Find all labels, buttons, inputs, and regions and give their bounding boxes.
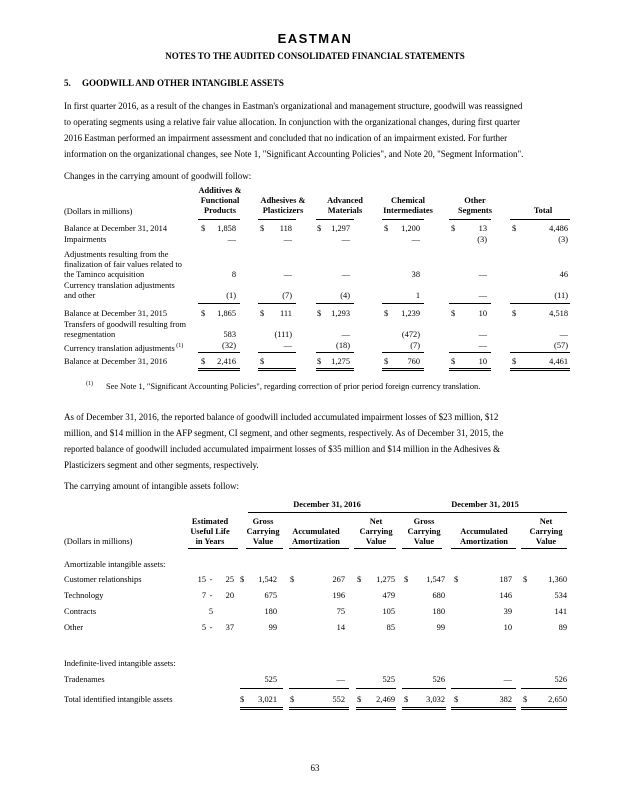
table-cell: 10 <box>478 309 487 318</box>
header-rule <box>402 548 442 549</box>
life-separator: - <box>209 575 213 584</box>
column-header-line: Amortization <box>292 537 340 546</box>
row-label: Currency translation adjustments $^{(1)}$ <box>64 343 184 353</box>
table-cell: 1,239 <box>401 309 420 318</box>
dollar-sign: $ <box>201 357 206 366</box>
footnote-mark: (1) <box>86 381 93 387</box>
dollar-sign: $ <box>260 224 265 233</box>
life-max: 37 <box>225 623 234 632</box>
column-header-line: Value <box>413 537 435 546</box>
column-header-line: Value <box>365 537 387 546</box>
row-label: Contracts <box>64 607 97 616</box>
subtotal-rule <box>510 303 570 304</box>
indefinite-label: Indefinite-lived intangible assets: <box>64 659 176 668</box>
goodwill-caption: Changes in the carrying amount of goodwill follow: <box>64 171 252 181</box>
table-cell: 1,547 <box>426 575 445 584</box>
row-label: Balance at December 31, 2014 <box>64 224 168 233</box>
row-label: the Taminco acquisition <box>64 270 145 279</box>
table-cell: 760 <box>407 357 420 366</box>
table-cell: (57) <box>554 341 568 350</box>
table-cell: 534 <box>554 591 567 600</box>
table-cell: — <box>478 291 487 300</box>
dollar-sign: $ <box>384 309 389 318</box>
column-header-line: Advanced <box>327 196 363 205</box>
table-cell: 680 <box>432 591 445 600</box>
column-header-line: Value <box>252 537 274 546</box>
table-cell: 99 <box>268 623 277 632</box>
dollar-sign: $ <box>260 357 265 366</box>
table-cell: 552 <box>332 695 345 704</box>
table-cell: 141 <box>554 607 567 616</box>
total-rule <box>356 707 396 710</box>
life-min: 5 <box>201 623 206 632</box>
column-header-line: Total <box>533 206 553 215</box>
row-label: Other <box>64 623 84 632</box>
header-rule <box>451 548 516 549</box>
life-max: 20 <box>225 591 234 600</box>
amortizable-label: Amortizable intangible assets: <box>64 560 166 569</box>
column-header-line: Accumulated <box>460 527 508 536</box>
dollar-sign: $ <box>404 695 409 704</box>
subtotal-rule <box>289 688 349 689</box>
subtotal-rule <box>198 352 240 353</box>
table-cell: 4,518 <box>549 309 568 318</box>
table-cell: 525 <box>264 675 277 684</box>
table-cell: 3,032 <box>426 695 445 704</box>
table-cell: (1) <box>226 291 236 300</box>
column-header-line: in Years <box>195 537 225 546</box>
header-rule <box>246 548 283 549</box>
subtotal-rule <box>449 303 491 304</box>
paragraph-line: As of December 31, 2016, the reported balance of goodwill included accumulated impairment losses of $23 million, $12 <box>64 412 499 422</box>
units-label: (Dollars in millions) <box>64 207 133 216</box>
total-rule <box>289 707 349 710</box>
table-cell: 39 <box>503 607 512 616</box>
table-cell: — <box>478 341 487 350</box>
table-cell: 1,858 <box>217 224 236 233</box>
table-cell: 180 <box>264 607 277 616</box>
total-rule <box>402 707 446 710</box>
column-header-line: Materials <box>327 206 363 215</box>
dollar-sign: $ <box>201 224 206 233</box>
column-header-line: Gross <box>413 517 435 526</box>
dollar-sign: $ <box>384 357 389 366</box>
row-label: Technology <box>64 591 104 600</box>
header-rule <box>449 219 491 220</box>
table-cell: (111) <box>274 330 292 339</box>
subtotal-rule <box>382 352 424 353</box>
dollar-sign: $ <box>523 695 528 704</box>
footnote-text: See Note 1, "Significant Accounting Policies", regarding correction of prior period foreign currency translation. <box>106 382 481 391</box>
column-header-line: Other <box>464 196 486 205</box>
table-cell: 99 <box>436 623 445 632</box>
dollar-sign: $ <box>451 224 456 233</box>
table-cell: 267 <box>332 575 345 584</box>
row-label: finalization of fair values related to <box>64 260 182 269</box>
page-header-title: NOTES TO THE AUDITED CONSOLIDATED FINANCIAL STATEMENTS <box>165 51 465 61</box>
company-logo: EASTMAN <box>277 31 353 46</box>
table-cell: 146 <box>499 591 512 600</box>
table-cell: — <box>283 270 292 279</box>
table-cell: 1,360 <box>548 575 567 584</box>
table-cell: 1,297 <box>331 224 350 233</box>
table-cell: 479 <box>382 591 395 600</box>
paragraph-line: to operating segments using a relative fair value allocation. In conjunction with the organizational changes, during first quarter <box>64 117 520 127</box>
table-cell: — <box>341 270 350 279</box>
dollar-sign: $ <box>317 357 322 366</box>
column-header-line: Segments <box>458 206 492 215</box>
header-rule <box>198 219 240 220</box>
period-rule <box>248 512 406 513</box>
dollar-sign: $ <box>357 695 362 704</box>
life-min: 7 <box>201 591 206 600</box>
table-cell: — <box>411 235 420 244</box>
row-label: Tradenames <box>64 675 105 684</box>
table-cell: (472) <box>401 330 420 339</box>
row-label: Balance at December 31, 2016 <box>64 357 168 366</box>
table-cell: 2,650 <box>548 695 567 704</box>
dollar-sign: $ <box>454 695 459 704</box>
paragraph-line: 2016 Eastman performed an impairment assessment and concluded that no indication of an impairment existed. For further <box>64 133 508 143</box>
header-rule <box>289 548 349 549</box>
row-label: Adjustments resulting from the <box>64 250 169 259</box>
page-number: 63 <box>310 763 320 773</box>
table-cell: (3) <box>558 235 568 244</box>
table-cell: 525 <box>382 675 395 684</box>
column-header-line: Amortization <box>460 537 508 546</box>
table-cell: 1,293 <box>331 309 350 318</box>
paragraph-line: information on the organizational changes, see Note 1, "Significant Accounting Policies", and Note 20, "Segment Information". <box>64 149 524 159</box>
table-cell: 118 <box>279 224 292 233</box>
row-label: Transfers of goodwill resulting from <box>64 320 187 329</box>
subtotal-rule <box>382 303 424 304</box>
dollar-sign: $ <box>317 309 322 318</box>
table-cell: — <box>283 235 292 244</box>
total-rule <box>198 368 240 371</box>
table-cell: (4) <box>340 291 350 300</box>
column-header-line: Accumulated <box>292 527 340 536</box>
table-cell: 14 <box>336 623 345 632</box>
table-cell: 75 <box>336 607 345 616</box>
subtotal-rule <box>510 352 570 353</box>
table-cell: (3) <box>477 235 487 244</box>
table-cell: — <box>503 675 512 684</box>
table-cell: (7) <box>282 291 292 300</box>
table-cell: — <box>283 341 292 350</box>
table-cell: — <box>227 235 236 244</box>
table-cell: 10 <box>503 623 512 632</box>
header-rule <box>354 548 396 549</box>
table-cell: 38 <box>411 270 420 279</box>
total-rule <box>521 707 567 710</box>
table-cell: 675 <box>264 591 277 600</box>
table-cell: 382 <box>499 695 512 704</box>
total-rule <box>510 368 570 371</box>
table-cell: 111 <box>280 309 292 318</box>
column-header-line: Intermediates <box>383 206 433 215</box>
dollar-sign: $ <box>384 224 389 233</box>
section-title: GOODWILL AND OTHER INTANGIBLE ASSETS <box>82 78 284 88</box>
table-cell: 526 <box>432 675 445 684</box>
total-rule <box>316 368 354 371</box>
period-rule <box>405 512 567 513</box>
column-header-line: Plasticizers <box>262 206 304 215</box>
column-header-line: Additives & <box>198 186 242 195</box>
impairment-paragraph <box>64 409 569 473</box>
life-separator: - <box>209 591 213 600</box>
paragraph-line: Plasticizers segment and other segments, respectively. <box>64 460 259 470</box>
column-header-line: Functional <box>200 196 240 205</box>
dollar-sign: $ <box>512 357 517 366</box>
table-cell: 1,200 <box>401 224 420 233</box>
table-cell: — <box>341 235 350 244</box>
row-label: Customer relationships <box>64 575 142 584</box>
subtotal-rule <box>451 688 516 689</box>
table-cell: 583 <box>223 330 236 339</box>
life-separator: - <box>209 623 213 632</box>
subtotal-rule <box>449 352 491 353</box>
table-cell: 2,469 <box>376 695 395 704</box>
dollar-sign: $ <box>290 575 295 584</box>
dollar-sign: $ <box>260 309 265 318</box>
table-cell: — <box>559 330 568 339</box>
column-header-line: Net <box>539 517 553 526</box>
dollar-sign: $ <box>523 575 528 584</box>
header-rule <box>382 219 424 220</box>
table-cell: — <box>478 270 487 279</box>
table-cell: (7) <box>410 341 420 350</box>
table-cell: (11) <box>554 291 568 300</box>
column-header-line: Gross <box>252 517 274 526</box>
subtotal-rule <box>258 352 296 353</box>
intangibles-caption: The carrying amount of intangible assets follow: <box>64 481 239 491</box>
subtotal-rule <box>316 352 354 353</box>
subtotal-rule <box>402 688 446 689</box>
section-heading <box>64 78 284 89</box>
table-cell: 196 <box>332 591 345 600</box>
subtotal-rule <box>198 303 240 304</box>
dollar-sign: $ <box>451 357 456 366</box>
column-header <box>508 517 584 547</box>
table-cell: 4,486 <box>549 224 568 233</box>
dollar-sign: $ <box>240 575 245 584</box>
column-header-line: Carrying <box>407 527 441 536</box>
column-header-line: Carrying <box>529 527 563 536</box>
column-header-line: Products <box>204 206 236 215</box>
period-header-2015: December 31, 2015 <box>451 500 519 509</box>
dollar-sign: $ <box>404 575 409 584</box>
dollar-sign: $ <box>512 224 517 233</box>
table-cell: 105 <box>382 607 395 616</box>
table-cell: 1 <box>415 291 420 300</box>
table-cell: — <box>341 330 350 339</box>
life-separator: 5 <box>208 607 214 616</box>
column-header-line: Value <box>535 537 557 546</box>
life-max: 25 <box>225 575 234 584</box>
column-header-line: Estimated <box>191 517 229 526</box>
table-cell: 180 <box>432 607 445 616</box>
column-header <box>503 206 583 216</box>
dollar-sign: $ <box>240 695 245 704</box>
dollar-sign: $ <box>512 309 517 318</box>
table-cell: — <box>336 675 345 684</box>
subtotal-rule <box>521 688 567 689</box>
dollar-sign: $ <box>201 309 206 318</box>
period-header-2016: December 31, 2016 <box>293 500 361 509</box>
subtotal-rule <box>240 688 283 689</box>
footnote-ref: (1) <box>174 343 184 349</box>
dollar-sign: $ <box>357 575 362 584</box>
row-label: Total identified intangible assets <box>64 695 173 704</box>
table-cell: 2,416 <box>217 357 236 366</box>
column-header-line: Chemical <box>391 196 425 205</box>
dollar-sign: $ <box>290 695 295 704</box>
dollar-sign: $ <box>454 575 459 584</box>
table-cell: 10 <box>478 357 487 366</box>
total-rule <box>240 707 283 710</box>
total-rule <box>258 368 296 371</box>
total-rule <box>382 368 424 371</box>
paragraph-line: million, and $14 million in the AFP segment, CI segment, and other segments, respectively. As of December 31, 2015, the <box>64 428 504 438</box>
column-header-line: Useful Life <box>190 527 230 536</box>
table-cell: — <box>478 330 487 339</box>
subtotal-rule <box>316 303 354 304</box>
header-rule <box>258 219 296 220</box>
header-rule <box>188 548 238 549</box>
units-label: (Dollars in millions) <box>64 537 133 546</box>
table-cell: 8 <box>231 270 236 279</box>
table-cell: 187 <box>499 575 512 584</box>
table-cell: 89 <box>558 623 567 632</box>
column-header-line: Net <box>369 517 383 526</box>
table-cell: 1,865 <box>217 309 236 318</box>
row-label: Impairments <box>64 235 107 244</box>
dollar-sign: $ <box>451 309 456 318</box>
paragraph-line: In first quarter 2016, as a result of the changes in Eastman's organizational and management structure, goodwill was reassigned <box>64 101 523 111</box>
life-min: 15 <box>197 575 206 584</box>
column-header-line: Adhesives & <box>260 196 306 205</box>
total-rule <box>449 368 491 371</box>
header-rule <box>510 219 570 220</box>
column-header-line: Carrying <box>359 527 393 536</box>
table-cell: 3,021 <box>258 695 277 704</box>
dollar-sign: $ <box>317 224 322 233</box>
row-label: resegmentation <box>64 330 116 339</box>
subtotal-rule <box>356 688 396 689</box>
table-cell: 13 <box>478 224 487 233</box>
intro-paragraph <box>64 98 569 162</box>
table-cell: 1,542 <box>258 575 277 584</box>
table-cell: 526 <box>554 675 567 684</box>
row-label: and other <box>64 291 96 300</box>
paragraph-line: reported balance of goodwill included accumulated impairment losses of $35 million and $14 million in the Adhesives & <box>64 444 501 454</box>
table-cell: 1,275 <box>376 575 395 584</box>
table-cell: 1,275 <box>331 357 350 366</box>
subtotal-rule <box>258 303 296 304</box>
header-rule <box>521 548 567 549</box>
total-rule <box>451 707 516 710</box>
table-cell: 85 <box>386 623 395 632</box>
row-label: Currency translation adjustments <box>64 281 175 290</box>
row-label: Balance at December 31, 2015 <box>64 309 168 318</box>
table-cell: 46 <box>559 270 568 279</box>
section-number: 5. <box>64 78 71 88</box>
column-header-line: Carrying <box>246 527 280 536</box>
table-cell: (32) <box>222 341 236 350</box>
table-cell: 4,461 <box>549 357 568 366</box>
header-rule <box>316 219 354 220</box>
table-cell: (18) <box>336 341 350 350</box>
